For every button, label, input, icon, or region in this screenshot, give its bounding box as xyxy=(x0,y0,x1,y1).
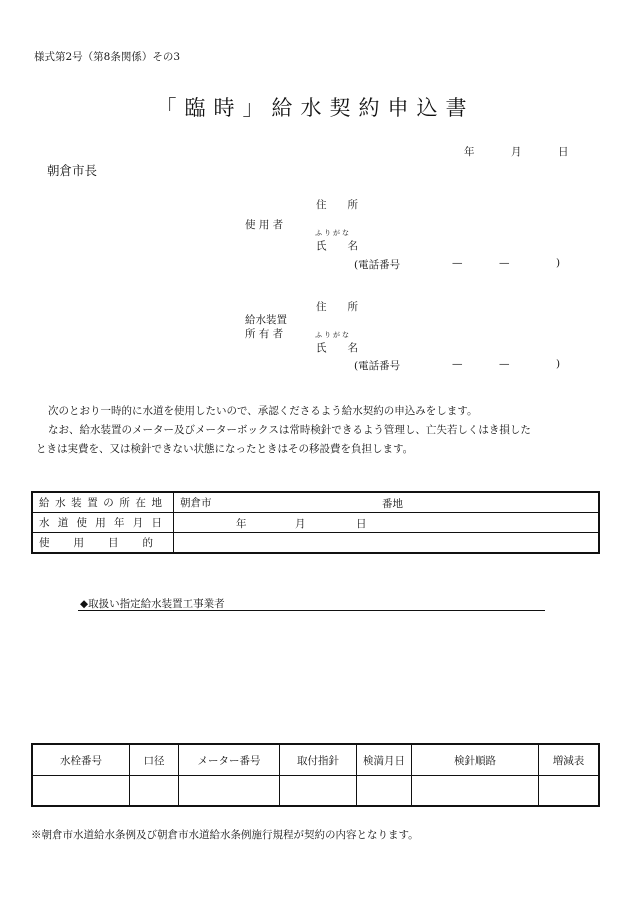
location-city: 朝倉市 xyxy=(180,497,212,509)
owner-phone-dash-1: — xyxy=(452,358,463,370)
owner-section-label-line2: 所 有 者 xyxy=(245,328,284,340)
user-name-label: 氏 名 xyxy=(316,240,358,252)
user-section-label: 使 用 者 xyxy=(245,219,284,231)
expiry-date-cell[interactable] xyxy=(357,776,412,807)
header-meter-number: メーター番号 xyxy=(179,744,280,776)
user-phone-label: (電話番号 xyxy=(354,259,401,271)
table-row xyxy=(32,513,599,533)
location-table xyxy=(31,491,600,554)
usage-day-label: 日 xyxy=(356,518,367,530)
user-phone-close: ) xyxy=(556,257,561,269)
date-year-label: 年 xyxy=(464,146,475,158)
user-address-label: 住 所 xyxy=(316,199,358,211)
owner-furigana-label: ふりがな xyxy=(315,331,351,339)
usage-purpose-label: 使用目的 xyxy=(32,533,174,554)
reading-route-cell[interactable] xyxy=(412,776,539,807)
footnote: ※朝倉市水道給水条例及び朝倉市水道給水条例施行規程が契約の内容となります。 xyxy=(31,829,419,841)
usage-date-label: 水道使用年月日 xyxy=(32,513,174,533)
change-table-cell[interactable] xyxy=(539,776,600,807)
hydrant-number-cell[interactable] xyxy=(32,776,130,807)
install-reading-cell[interactable] xyxy=(280,776,357,807)
table-row xyxy=(32,533,599,554)
meter-number-cell[interactable] xyxy=(179,776,280,807)
owner-section-label-line1: 給水装置 xyxy=(245,314,287,326)
owner-phone-dash-2: — xyxy=(499,358,510,370)
header-reading-route: 検針順路 xyxy=(412,744,539,776)
user-phone-dash-1: — xyxy=(452,257,463,269)
page-title: 「臨時」給水契約申込書 xyxy=(155,96,475,120)
header-change-table: 増減表 xyxy=(539,744,600,776)
header-hydrant-number: 水栓番号 xyxy=(32,744,130,776)
form-reference: 様式第2号（第8条関係）その3 xyxy=(34,51,181,63)
owner-name-label: 氏 名 xyxy=(316,342,358,354)
contractor-label: ◆取扱い指定給水装置工事業者 xyxy=(80,598,225,610)
header-install-reading: 取付指針 xyxy=(280,744,357,776)
body-text-line-1: 次のとおり一時的に水道を使用したいので、承認くださるよう給水契約の申込みをします。 xyxy=(48,405,478,417)
location-field[interactable] xyxy=(174,492,600,513)
date-day-label: 日 xyxy=(558,146,569,158)
user-phone-dash-2: — xyxy=(499,257,510,269)
table-row xyxy=(32,776,599,807)
location-label: 給水装置の所在地 xyxy=(32,492,174,513)
location-banchi-label: 番地 xyxy=(382,498,403,510)
usage-month-label: 月 xyxy=(295,518,306,530)
table-header-row xyxy=(32,744,599,776)
owner-phone-close: ) xyxy=(556,358,561,370)
owner-address-label: 住 所 xyxy=(316,301,358,313)
header-expiry-date: 検満月日 xyxy=(357,744,412,776)
body-text-line-3: ときは実費を、又は検針できない状態になったときはその移設費を負担します。 xyxy=(36,443,414,455)
body-text-line-2: なお、給水装置のメーター及びメーターボックスは常時検針できるよう管理し、亡失若しくはき損した xyxy=(48,424,531,436)
table-row xyxy=(32,492,599,513)
usage-year-label: 年 xyxy=(236,518,247,530)
user-furigana-label: ふりがな xyxy=(315,229,351,237)
date-month-label: 月 xyxy=(511,146,522,158)
owner-phone-label: (電話番号 xyxy=(354,360,401,372)
meter-table xyxy=(31,743,600,807)
header-diameter: 口径 xyxy=(130,744,179,776)
usage-date-field[interactable] xyxy=(174,513,600,533)
application-date xyxy=(0,144,630,158)
diameter-cell[interactable] xyxy=(130,776,179,807)
contractor-underline xyxy=(78,610,545,611)
addressee: 朝倉市長 xyxy=(47,163,98,178)
usage-purpose-field[interactable] xyxy=(174,533,600,554)
